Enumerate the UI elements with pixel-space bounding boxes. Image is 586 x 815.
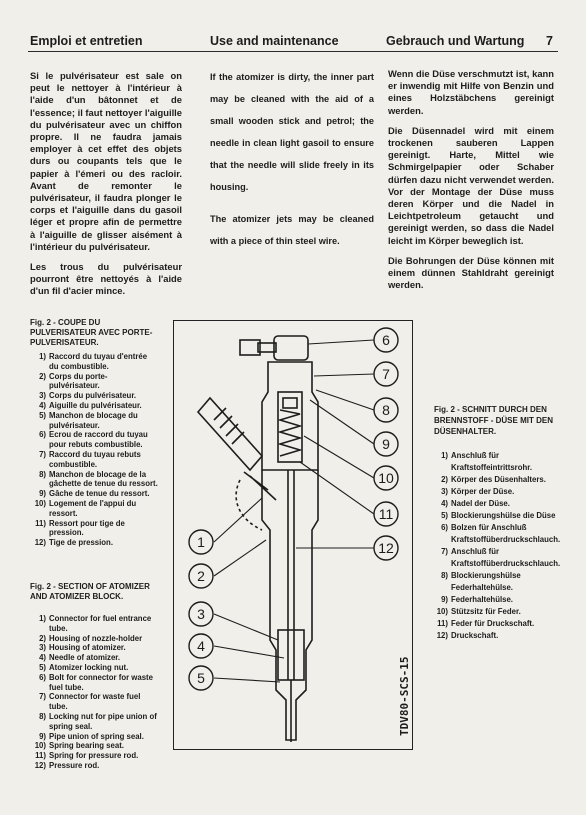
- legend-item-text: Stützsitz für Feder.: [451, 607, 521, 616]
- drawing-code: TDV80-SCS-15: [398, 656, 411, 736]
- legend-item-number: 8): [39, 469, 46, 479]
- legend-item-number: 2): [39, 633, 46, 643]
- legend-item-number: 12): [436, 631, 448, 640]
- legend-item-number: 9): [441, 595, 448, 604]
- callout-1: 1: [197, 534, 205, 550]
- legend-item-number: 6): [39, 672, 46, 682]
- legend-item-number: 3): [39, 391, 46, 401]
- legend-item-text: Locking nut for pipe union of spring seal.: [49, 711, 157, 731]
- legend-item-number: 11): [35, 518, 46, 528]
- legend-item-text: Housing of atomizer.: [49, 643, 126, 653]
- legend-item-text: Druckschaft.: [451, 631, 499, 640]
- legend-item-number: 4): [441, 499, 448, 508]
- callout-11: 11: [378, 506, 394, 522]
- legend-item-number: 5): [39, 662, 46, 672]
- page-number: 7: [546, 34, 553, 48]
- legend-item-number: 8): [39, 711, 46, 721]
- callout-12: 12: [378, 540, 394, 556]
- legend-item-number: 10): [34, 741, 46, 751]
- callout-4: 4: [197, 638, 205, 654]
- legend-item-number: 4): [39, 653, 46, 663]
- legend-item-number: 5): [441, 511, 448, 520]
- legend-item-number: 6): [441, 523, 448, 532]
- legend-item-text: Connector for fuel entrance tube.: [49, 614, 152, 633]
- cap-nut: [274, 336, 308, 360]
- header-german-title: Gebrauch und Wartung: [386, 34, 525, 48]
- legend-item-text: Housing of nozzle-holder: [49, 633, 143, 643]
- en-paragraph-2: The atomizer jets may be cleaned with a piece of thin steel wire.: [210, 214, 374, 246]
- legend-item-number: 9): [39, 731, 46, 741]
- legend-item-number: 1): [39, 352, 46, 361]
- legend-item-number: 7): [39, 449, 46, 459]
- legend-item-number: 12): [34, 760, 46, 770]
- legend-item-number: 3): [39, 643, 46, 653]
- header-french-title: Emploi et entretien: [30, 34, 143, 48]
- callout-9: 9: [382, 436, 390, 452]
- legend-item-text: Ecrou de raccord du tuyau pour rebuts combustible.: [49, 430, 148, 450]
- legend-item-number: 2): [39, 371, 46, 381]
- callout-7: 7: [382, 366, 390, 382]
- fr-paragraph-1: Si le pulvérisateur est sale on peut le nettoyer à l'intérieur à l'aide d'un bâtonnet et de l'essence; il faut nettoyer l'aiguille du pulvérisateur avec un chiffon propre. Il ne faudra jamais employer à cet effet des objets durs ou coupants tels que le papier à l'émeri ou des racloir. Avant de remonter le pulvérisateur, il faudra plonger le corps et l'aiguille dans du gasoil léger et propre afin de permettre à l'aiguille de glisser aisément à l'intérieur du pulvérisateur.: [30, 70, 182, 252]
- legend-item-number: 10): [34, 498, 46, 508]
- legend-item-number: 1): [39, 614, 46, 623]
- legend-item-number: 2): [441, 475, 448, 484]
- legend-item-text: Manchon de blocage du pulvérisateur.: [49, 410, 138, 430]
- legend-item-text: Corps du pulvérisateur.: [49, 391, 137, 401]
- header-english-title: Use and maintenance: [210, 34, 339, 48]
- legend-item-text: Logement de l'appui du ressort.: [49, 498, 137, 518]
- legend-item-number: 5): [39, 410, 46, 420]
- legend-item-text: Raccord du tuyau d'entrée du combustible.: [49, 352, 148, 371]
- legend-item-text: Corps du porte-pulvérisateur.: [49, 371, 108, 391]
- legend-item-text: Gâche de tenue du ressort.: [49, 489, 150, 499]
- legend-item-number: 10): [436, 607, 448, 616]
- spring: [280, 410, 300, 456]
- legend-item-text: Bolt for connector for waste fuel tube.: [49, 672, 153, 692]
- legend-item-number: 8): [441, 571, 448, 580]
- callout-8: 8: [382, 402, 390, 418]
- figure-caption-de: Fig. 2 - SCHNITT DURCH DEN BRENNSTOFF - DÜSE MIT DEN DÜSENHALTER.: [434, 405, 553, 436]
- legend-item-text: Blockierungshülse die Düse: [451, 511, 556, 520]
- legend-item-text: Connector for waste fuel tube.: [49, 692, 141, 712]
- de-paragraph-3: Die Bohrungen der Düse können mit einem dünnen Stahldraht gereinigt werden.: [388, 254, 554, 291]
- legend-item-text: Anschluß für Kraftstoffeintrittsrohr.: [451, 451, 533, 472]
- legend-item-text: Manchon de blocage de la gâchette de tenue du ressort.: [49, 469, 158, 489]
- legend-item-number: 4): [39, 400, 46, 410]
- legend-item-text: Körper der Düse.: [451, 487, 515, 496]
- legend-item-text: Raccord du tuyau rebuts combustible.: [49, 449, 141, 469]
- legend-item-number: 9): [39, 489, 46, 499]
- locking-nut-section: [278, 630, 304, 680]
- fuel-inlet-connector: [198, 398, 262, 470]
- figure-caption-en: Fig. 2 - SECTION OF ATOMIZER AND ATOMIZER BLOCK.: [30, 582, 150, 601]
- legend-item-text: Ressort pour tige de pression.: [49, 518, 125, 538]
- legend-item-number: 11): [35, 751, 46, 761]
- legend-item-number: 6): [39, 430, 46, 440]
- legend-item-text: Bolzen für Anschluß Kraftstoffüberdruckschlauch.: [451, 523, 561, 544]
- de-paragraph-1: Wenn die Düse verschmutzt ist, kann er inwendig mit Hilfe von Benzin und eines Holzstäbchens gereinigt werden.: [388, 68, 554, 116]
- legend-item-text: Nadel der Düse.: [451, 499, 510, 508]
- legend-item-text: Pressure rod.: [49, 760, 100, 770]
- legend-item-text: Federhaltehülse.: [451, 595, 513, 604]
- legend-item-number: 7): [39, 692, 46, 702]
- callout-5: 5: [197, 670, 205, 686]
- legend-item-text: Anschluß für Kraftstoffüberdruckschlauch.: [451, 547, 561, 568]
- legend-item-text: Aiguille du pulvérisateur.: [49, 400, 142, 410]
- en-paragraph-1: If the atomizer is dirty, the inner part may be cleaned with the aid of a small wooden stick and petrol; the needle in clean light gasoil to ensure that the needle will slide freely in its housing.: [210, 72, 374, 192]
- fr-paragraph-2: Les trous du pulvérisateur pourront être nettoyés à l'aide d'un fil d'acier mince.: [30, 261, 182, 297]
- callout-2: 2: [197, 568, 205, 584]
- callout-3: 3: [197, 606, 205, 622]
- legend-item-text: Needle of atomizer.: [49, 653, 121, 663]
- legend-item-text: Atomizer locking nut.: [49, 662, 129, 672]
- de-paragraph-2: Die Düsennadel wird mit einem trockenen sauberen Lappen gereinigt. Harte, Mittel wie Schmirgelpapier oder Schaber dürfen dazu nicht verwendet werden. Vor der Montage der Düse muss deren Körper und die Nadel in Leichtpetroleum getaucht und gereinigt werden, so dass die Nadel leicht im Körper beweglich ist.: [388, 124, 554, 246]
- legend-item-text: Tige de pression.: [49, 538, 113, 548]
- legend-item-text: Feder für Druckschaft.: [451, 619, 535, 628]
- legend-item-number: 7): [441, 547, 448, 556]
- legend-item-number: 1): [441, 451, 448, 460]
- callout-6: 6: [382, 332, 390, 348]
- legend-item-text: Pipe union of spring seal.: [49, 731, 144, 741]
- legend-item-text: Blockierungshülse Federhaltehülse.: [451, 571, 521, 592]
- callout-10: 10: [378, 470, 394, 486]
- legend-item-text: Spring for pressure rod.: [49, 751, 139, 761]
- holder-body: [262, 470, 318, 740]
- waste-bolt: [240, 340, 260, 355]
- legend-item-number: 3): [441, 487, 448, 496]
- legend-item-text: Körper des Düsenhalters.: [451, 475, 546, 484]
- figure-caption-fr: Fig. 2 - COUPE DU PULVERISATEUR AVEC PORTE-PULVERISATEUR.: [30, 318, 153, 347]
- legend-item-number: 11): [437, 619, 448, 628]
- legend-item-number: 12): [34, 538, 46, 548]
- legend-item-text: Spring bearing seat.: [49, 741, 124, 751]
